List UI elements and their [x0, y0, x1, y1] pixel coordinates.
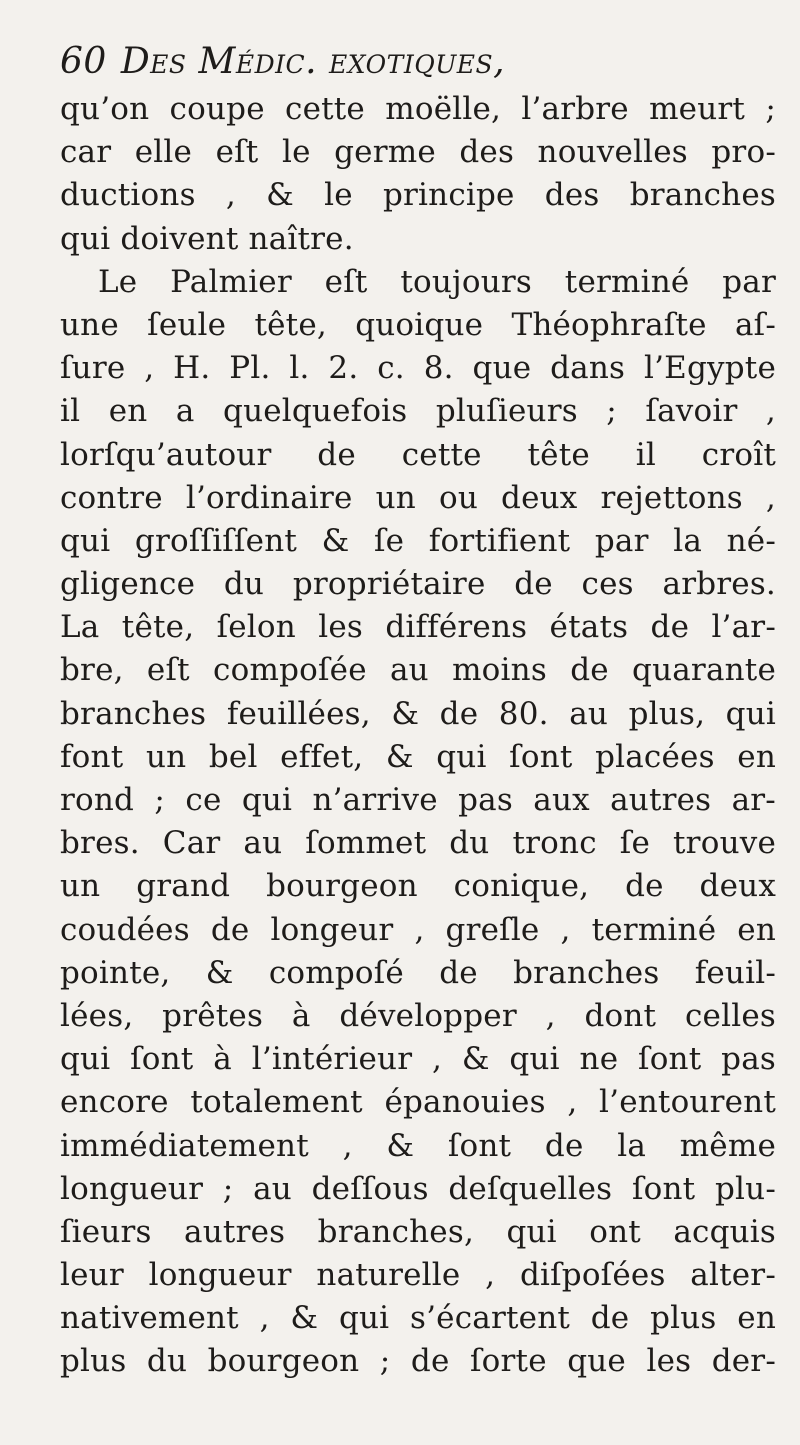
running-title: Des Médic. exotiques,	[120, 41, 506, 82]
text-line: lées, prêtes à développer , dont celles	[60, 997, 776, 1034]
text-line: qui groſſiſſent & ſe fortifient par la né-	[60, 522, 776, 559]
text-line: coudées de longeur , greſle , terminé en	[60, 911, 776, 948]
text-line: Le Palmier eſt toujours terminé par	[98, 263, 776, 300]
text-line: longueur ; au deſſous deſquelles ſont plu-	[60, 1170, 776, 1207]
text-line: ſure , H. Pl. l. 2. c. 8. que dans l’Egypte	[60, 350, 776, 387]
text-line: gligence du propriétaire de ces arbres.	[60, 566, 776, 603]
text-line: leur longueur naturelle , diſpoſées alter-	[60, 1257, 776, 1294]
text-line: ſieurs autres branches, qui ont acquis	[60, 1213, 776, 1250]
text-line: contre l’ordinaire un ou deux rejettons ,	[60, 479, 776, 516]
body-text	[60, 88, 776, 1384]
text-line: branches feuillées, & de 80. au plus, qui	[60, 695, 776, 732]
text-line: nativement , & qui s’écartent de plus en	[60, 1300, 776, 1337]
text-line: bres. Car au ſommet du tronc ſe trouve	[60, 825, 776, 862]
text-line: font un bel effet, & qui ſont placées en	[60, 738, 776, 775]
text-line: La tête, ſelon les différens états de l’ar-	[60, 609, 776, 646]
text-line: bre, eſt compoſée au moins de quarante	[60, 652, 776, 689]
text-line: un grand bourgeon conique, de deux	[60, 868, 776, 905]
text-line: rond ; ce qui n’arrive pas aux autres ar-	[60, 782, 776, 818]
text-line: il en a quelquefois pluſieurs ; ſavoir ,	[60, 393, 776, 430]
text-line: pointe, & compoſé de branches feuil-	[60, 954, 776, 991]
text-line: qui ſont à l’intérieur , & qui ne ſont pas	[60, 1041, 776, 1078]
text-line: plus du bourgeon ; de ſorte que les der-	[60, 1343, 776, 1380]
page-number: 60	[60, 41, 107, 82]
text-line: encore totalement épanouies , l’entourent	[60, 1084, 776, 1121]
text-line: ductions , & le principe des branches	[60, 177, 776, 214]
text-line: immédiatement , & ſont de la même	[60, 1127, 776, 1164]
text-line: qu’on coupe cette moëlle, l’arbre meurt ;	[60, 91, 776, 127]
text-line: une ſeule tête, quoique Théophraſte aſ-	[60, 306, 776, 343]
text-line: car elle eſt le germe des nouvelles pro-	[60, 134, 776, 171]
text-line: lorſqu’autour de cette tête il croît	[60, 436, 776, 473]
text-line: qui doivent naître.	[60, 220, 354, 257]
page-header	[60, 36, 776, 88]
